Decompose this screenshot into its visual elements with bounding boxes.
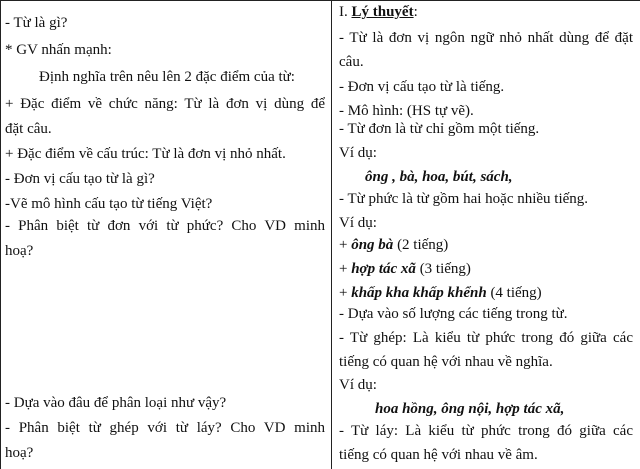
example-words: hoa hồng, ông nội, hợp tác xã, [375, 401, 565, 417]
question-line: - Phân biệt từ đơn với từ phức? Cho VD minh [5, 218, 325, 234]
theory-line: - Từ là đơn vị ngôn ngữ nhỏ nhất dùng để đặt [339, 30, 633, 46]
theory-column [333, 1, 640, 469]
teacher-questions-column [1, 1, 332, 469]
example-item [333, 259, 640, 279]
syllable-count: (3 tiếng) [415, 261, 471, 277]
example-item [333, 235, 640, 255]
theory-line: tiếng có quan hệ với nhau về âm. [339, 447, 538, 463]
theory-line: - Từ láy: Là kiểu từ phức trong đó giữa các [339, 423, 633, 439]
bullet: + [339, 261, 352, 277]
heading-title: Lý thuyết [351, 4, 414, 20]
theory-line: - Từ đơn là từ chỉ gồm một tiếng. [339, 121, 540, 137]
bullet: + [339, 285, 352, 301]
question-line: hoạ? [5, 243, 34, 259]
question-line: + Đặc điểm về cấu trúc: Từ là đơn vị nhỏ nhất. [5, 146, 286, 162]
question-line: -Vẽ mô hình cấu tạo từ tiếng Việt? [5, 196, 213, 212]
theory-line: tiếng có quan hệ với nhau về nghĩa. [339, 354, 553, 370]
theory-line: - Từ ghép: Là kiểu từ phức trong đó giữa các [339, 330, 633, 346]
theory-line: Ví dụ: [339, 215, 377, 231]
question-line: hoạ? [5, 445, 34, 461]
theory-line: - Mô hình: (HS tự vẽ). [339, 103, 474, 119]
question-line: - Dựa vào đâu để phân loại như vậy? [5, 395, 227, 411]
syllable-count: (2 tiếng) [393, 237, 449, 253]
question-line: đặt câu. [5, 121, 52, 137]
example-words: ông , bà, hoa, bút, sách, [365, 169, 513, 185]
question-line: + Đặc điểm về chức năng: Từ là đơn vị dùng để [5, 96, 325, 112]
theory-line: câu. [339, 54, 364, 70]
theory-line: - Đơn vị cấu tạo từ là tiếng. [339, 79, 505, 95]
example-word: ông bà [351, 237, 394, 253]
theory-line: Ví dụ: [339, 377, 377, 393]
example-word: khấp kha khấp khểnh [351, 285, 487, 301]
theory-line: Ví dụ: [339, 145, 377, 161]
question-line: * GV nhấn mạnh: [5, 42, 112, 58]
syllable-count: (4 tiếng) [486, 285, 542, 301]
heading-colon: : [413, 4, 418, 20]
theory-line: - Từ phức là từ gồm hai hoặc nhiều tiếng. [339, 191, 589, 207]
question-line: - Phân biệt từ ghép với từ láy? Cho VD minh [5, 420, 325, 436]
example-word: hợp tác xã [351, 261, 416, 277]
question-line: Định nghĩa trên nêu lên 2 đặc điểm của từ: [39, 69, 295, 85]
theory-line: - Dựa vào số lượng các tiếng trong từ. [339, 306, 568, 322]
question-line: - Đơn vị cấu tạo từ là gì? [5, 171, 155, 187]
heading-number: I. [339, 4, 352, 20]
bullet: + [339, 237, 352, 253]
example-item [333, 283, 640, 303]
question-line: - Từ là gì? [5, 15, 68, 31]
section-heading [333, 2, 640, 22]
